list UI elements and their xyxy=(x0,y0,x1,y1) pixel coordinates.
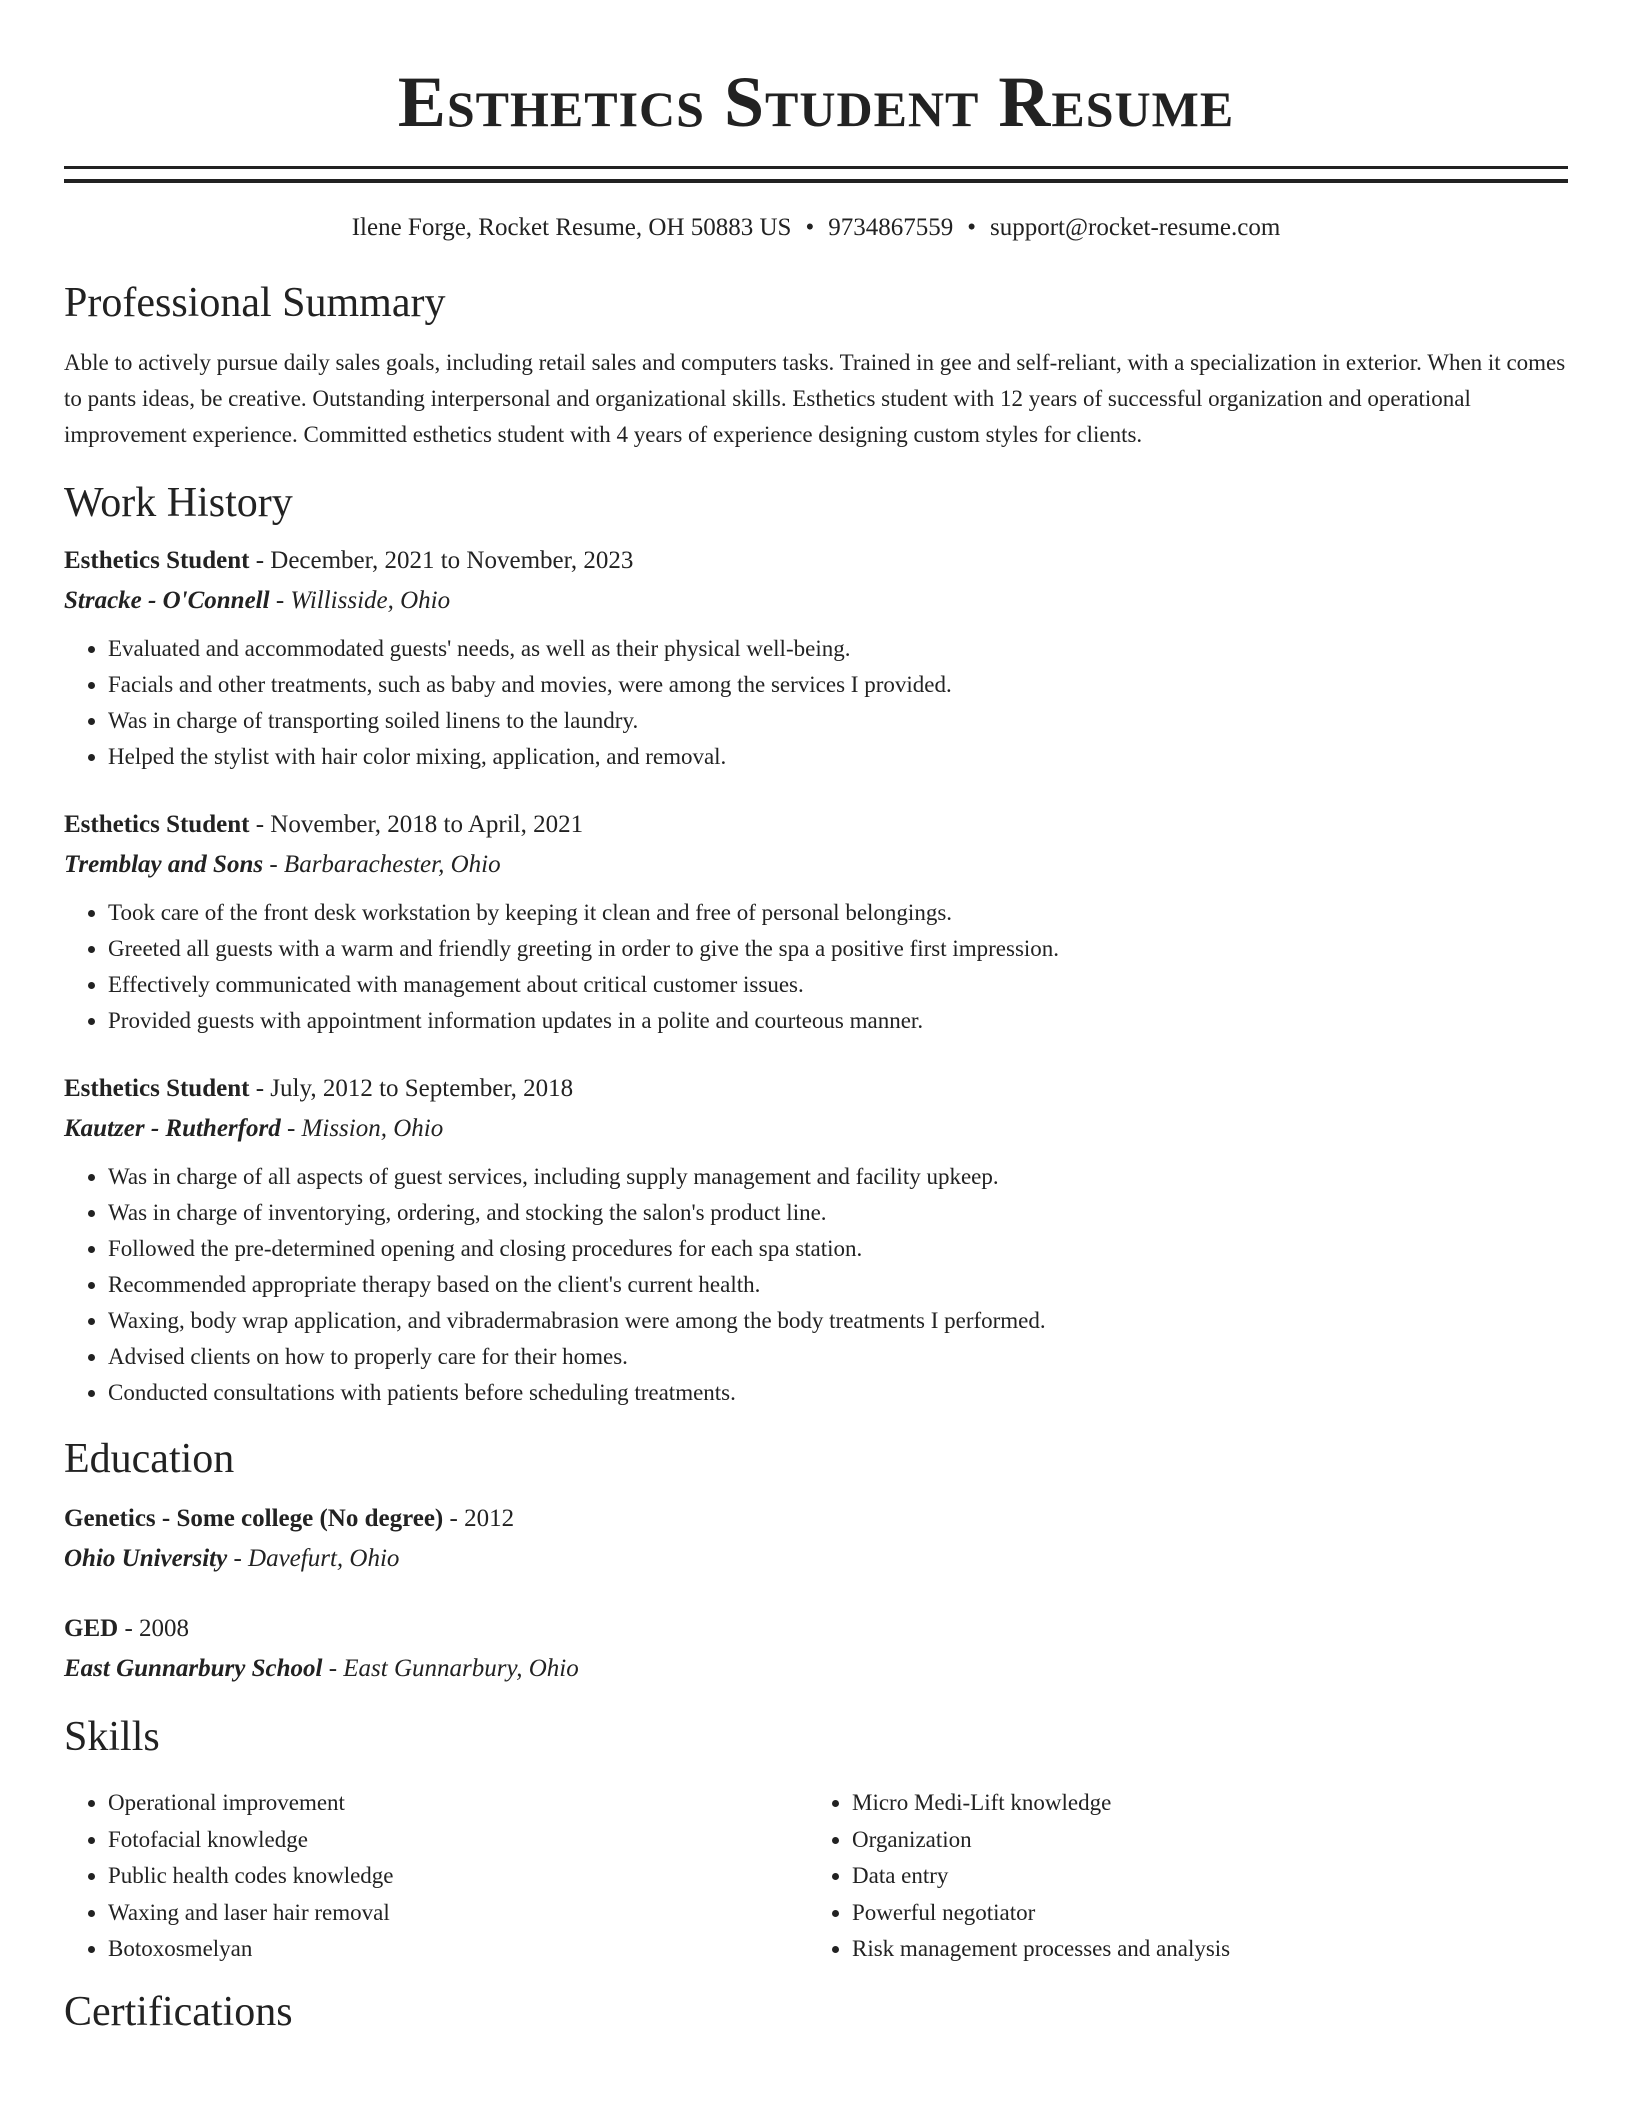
list-item: • Was in charge of all aspects of guest services, including supply management and facility upkeep. xyxy=(108,1159,1568,1195)
list-item: • Micro Medi-Lift knowledge xyxy=(852,1785,1552,1822)
list-item: • Waxing, body wrap application, and vibradermabrasion were among the body treatments I performed. xyxy=(108,1303,1568,1339)
contact-line xyxy=(64,211,1568,245)
job-entry xyxy=(64,805,1568,1039)
degree-year: - 2012 xyxy=(443,1505,515,1532)
school-location: - East Gunnarbury, Ohio xyxy=(322,1655,579,1682)
job-bullets xyxy=(64,1159,1568,1411)
contact-separator: • xyxy=(967,214,976,241)
job-dates: - November, 2018 to April, 2021 xyxy=(249,811,584,838)
contact-phone: 9734867559 xyxy=(828,214,954,241)
job-company-line xyxy=(64,845,1568,885)
summary-text: Able to actively pursue daily sales goals, including retail sales and computers tasks. Trained in gee and self-reliant, with a specialization in exterior. When it comes to pants ideas, be creative. Outstanding interpersonal and organizational skills. Esthetics student with 12 years of successful organization and operational improvement experience. Committed esthetics student with 4 years of experience designing custom styles for clients. xyxy=(64,350,1566,447)
resume-title: Esthetics Student Resume xyxy=(397,62,1235,142)
list-item: • Evaluated and accommodated guests' needs, as well as their physical well-being. xyxy=(108,631,1568,667)
skills-list-right xyxy=(808,1785,1552,1968)
degree-line xyxy=(64,1499,1568,1539)
skills-columns xyxy=(64,1785,1568,1968)
job-title: Esthetics Student xyxy=(64,1075,250,1102)
school-line xyxy=(64,1539,1568,1579)
list-item: • Botoxosmelyan xyxy=(108,1931,808,1968)
certifications-heading: Certifications xyxy=(64,1988,293,2035)
degree: GED xyxy=(64,1615,119,1642)
job-location: - Mission, Ohio xyxy=(280,1115,444,1142)
degree-line xyxy=(64,1609,1568,1649)
contact-email: support@rocket-resume.com xyxy=(990,214,1281,241)
school-location: - Davefurt, Ohio xyxy=(227,1545,400,1572)
list-item: • Was in charge of inventorying, ordering, and stocking the salon's product line. xyxy=(108,1195,1568,1231)
list-item: • Organization xyxy=(852,1822,1552,1859)
list-item: • Facials and other treatments, such as baby and movies, were among the services I provided. xyxy=(108,667,1568,703)
job-company: Tremblay and Sons xyxy=(64,851,264,878)
school: East Gunnarbury School xyxy=(64,1655,323,1682)
work-history-section xyxy=(64,477,1568,1411)
list-item: • Powerful negotiator xyxy=(852,1895,1552,1932)
certifications-section xyxy=(64,1986,1568,2038)
job-company: Stracke - O'Connell xyxy=(64,587,270,614)
school: Ohio University xyxy=(64,1545,228,1572)
job-entry xyxy=(64,541,1568,775)
contact-address: Ilene Forge, Rocket Resume, OH 50883 US xyxy=(351,214,792,241)
list-item: • Recommended appropriate therapy based on the client's current health. xyxy=(108,1267,1568,1303)
title-divider xyxy=(64,166,1568,183)
degree: Genetics - Some college (No degree) xyxy=(64,1505,444,1532)
list-item: • Waxing and laser hair removal xyxy=(108,1895,808,1932)
summary-heading: Professional Summary xyxy=(64,280,446,326)
summary-section xyxy=(64,277,1568,453)
education-entry xyxy=(64,1499,1568,1579)
job-title-line xyxy=(64,805,1568,845)
work-history-heading: Work History xyxy=(64,480,293,526)
list-item: • Took care of the front desk workstation by keeping it clean and free of personal belongings. xyxy=(108,895,1568,931)
list-item: • Operational improvement xyxy=(108,1785,808,1822)
contact-separator: • xyxy=(805,214,815,241)
job-entry xyxy=(64,1069,1568,1411)
skills-section xyxy=(64,1711,1568,1968)
school-line xyxy=(64,1649,1568,1689)
list-item: • Risk management processes and analysis xyxy=(852,1931,1552,1968)
job-company: Kautzer - Rutherford xyxy=(64,1115,281,1142)
list-item: • Provided guests with appointment information updates in a polite and courteous manner. xyxy=(108,1003,1568,1039)
list-item: • Public health codes knowledge xyxy=(108,1858,808,1895)
job-title-line xyxy=(64,1069,1568,1109)
skills-list-left xyxy=(64,1785,808,1968)
list-item: • Helped the stylist with hair color mixing, application, and removal. xyxy=(108,739,1568,775)
degree-year: - 2008 xyxy=(118,1615,190,1642)
job-title: Esthetics Student xyxy=(64,811,250,838)
list-item: • Fotofacial knowledge xyxy=(108,1822,808,1859)
list-item: • Followed the pre-determined opening and closing procedures for each spa station. xyxy=(108,1231,1568,1267)
job-title: Esthetics Student xyxy=(64,547,250,574)
job-location: - Barbarachester, Ohio xyxy=(263,851,501,878)
list-item: • Effectively communicated with management about critical customer issues. xyxy=(108,967,1568,1003)
list-item: • Greeted all guests with a warm and friendly greeting in order to give the spa a positive first impression. xyxy=(108,931,1568,967)
education-entry xyxy=(64,1609,1568,1689)
skills-heading: Skills xyxy=(64,1714,160,1760)
job-title-line xyxy=(64,541,1568,581)
job-location: - Willisside, Ohio xyxy=(269,587,451,614)
job-bullets xyxy=(64,631,1568,775)
list-item: • Data entry xyxy=(852,1858,1552,1895)
job-bullets xyxy=(64,895,1568,1039)
job-dates: - July, 2012 to September, 2018 xyxy=(249,1075,574,1102)
education-section xyxy=(64,1433,1568,1689)
education-heading: Education xyxy=(64,1436,235,1482)
list-item: • Conducted consultations with patients before scheduling treatments. xyxy=(108,1375,1568,1411)
job-dates: - December, 2021 to November, 2023 xyxy=(249,547,634,574)
list-item: • Advised clients on how to properly care for their homes. xyxy=(108,1339,1568,1375)
job-company-line xyxy=(64,1109,1568,1149)
job-company-line xyxy=(64,581,1568,621)
list-item: • Was in charge of transporting soiled linens to the laundry. xyxy=(108,703,1568,739)
